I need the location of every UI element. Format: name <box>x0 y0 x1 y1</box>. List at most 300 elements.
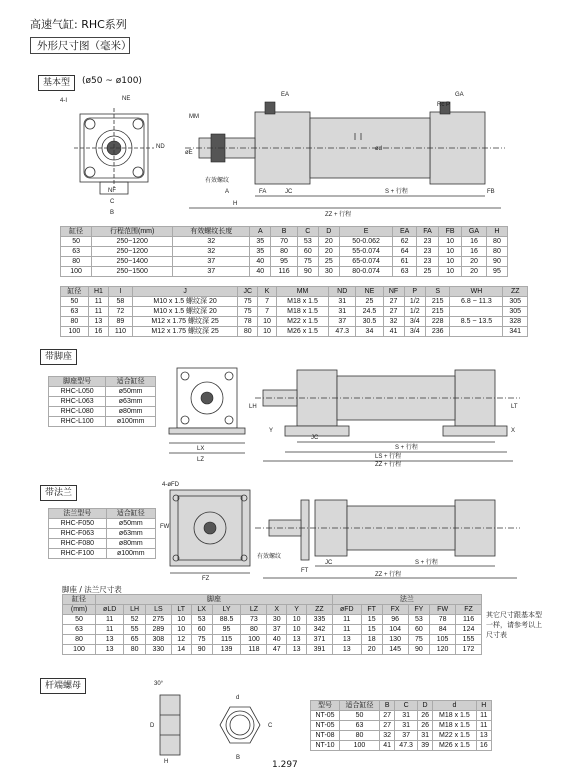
svg-text:H: H <box>233 201 238 207</box>
table-cell: 39 <box>417 741 432 751</box>
table-cell: 335 <box>307 615 333 625</box>
table-cell: 10 <box>287 615 307 625</box>
table-row <box>311 731 492 741</box>
table-cell: 75 <box>238 307 258 317</box>
table-cell: RHC-L080 <box>49 407 106 417</box>
table-header-cell: 行程范围(mm) <box>92 227 173 237</box>
table-cell: 80 <box>124 645 146 655</box>
table-cell: 14 <box>171 645 191 655</box>
table-cell: 20 <box>318 247 339 257</box>
table-cell: ø80mm <box>106 407 156 417</box>
table-cell: 328 <box>503 317 528 327</box>
table-cell: 391 <box>307 645 333 655</box>
table-header-cell: øFD <box>332 605 361 615</box>
flange-front-view <box>160 478 260 583</box>
table-cell: 75 <box>191 635 212 645</box>
table-cell: 118 <box>241 645 267 655</box>
table-header-cell: FZ <box>456 605 482 615</box>
table-cell: 13 <box>332 635 361 645</box>
table-cell: 61 <box>393 257 417 267</box>
table-header-cell: d <box>433 701 476 711</box>
table-header-cell: X <box>267 605 287 615</box>
table-cell: 23 <box>416 237 438 247</box>
table-cell: 172 <box>456 645 482 655</box>
table-cell: M22 x 1.5 <box>276 317 328 327</box>
table-header-cell: B <box>271 227 298 237</box>
table-cell: 41 <box>379 741 394 751</box>
table-cell: 50 <box>340 711 380 721</box>
table-cell: 31 <box>395 721 417 731</box>
table-row <box>61 327 528 337</box>
table-cell: RHC-F063 <box>49 529 107 539</box>
svg-text:d: d <box>236 695 240 701</box>
table-header-cell: LY <box>212 605 241 615</box>
table-cell: 50 <box>61 297 89 307</box>
table-header-cell: I <box>109 287 133 297</box>
table-cell: 63 <box>61 307 89 317</box>
table-header-cell: A <box>250 227 271 237</box>
table-cell: 55-0.074 <box>339 247 393 257</box>
table-flange-models <box>48 508 156 559</box>
table-cell: 37 <box>329 317 356 327</box>
table-cell: 32 <box>383 317 404 327</box>
table-header-cell: D <box>318 227 339 237</box>
table-cell: 80 <box>340 731 380 741</box>
table-cell: 215 <box>426 307 450 317</box>
table-row <box>61 297 528 307</box>
table-cell: 13 <box>287 635 307 645</box>
table-cell: 89 <box>109 317 133 327</box>
table-cell: 95 <box>271 257 298 267</box>
table-cell: 16 <box>88 327 108 337</box>
table-cell: 16 <box>462 237 487 247</box>
svg-text:FA: FA <box>259 189 267 195</box>
table-cell: 10 <box>171 625 191 635</box>
table-cell: 50 <box>63 615 96 625</box>
table-cell: 37 <box>173 257 250 267</box>
table-header-cell: FA <box>416 227 438 237</box>
table-row <box>49 519 156 529</box>
table-row <box>61 247 508 257</box>
table-cell: 100 <box>340 741 380 751</box>
svg-text:4-øFD: 4-øFD <box>162 482 179 488</box>
table-cell: 12 <box>171 635 191 645</box>
table-cell: 78 <box>430 615 456 625</box>
table-header-cell: C <box>297 227 318 237</box>
table-cell: 10 <box>439 257 462 267</box>
svg-text:JC: JC <box>325 560 333 566</box>
table-cell: M10 x 1.5 螺纹深 20 <box>132 307 238 317</box>
table-header-cell: FY <box>408 605 430 615</box>
table-cell: RHC-L050 <box>49 387 106 397</box>
table-cell: M18 x 1.5 <box>433 721 476 731</box>
svg-text:ød: ød <box>375 146 383 152</box>
table-cell: 80 <box>61 317 89 327</box>
table-cell: 305 <box>503 297 528 307</box>
svg-text:EA: EA <box>281 92 290 98</box>
svg-text:FW: FW <box>160 524 170 530</box>
table-cell: 11 <box>476 721 492 731</box>
table-row <box>63 615 482 625</box>
svg-text:ZZ + 行程: ZZ + 行程 <box>375 462 402 468</box>
foot-side-view <box>255 348 550 466</box>
table-cell: NT-05 <box>311 721 340 731</box>
table-header-cell: B <box>379 701 394 711</box>
table-cell: 31 <box>329 307 356 317</box>
table-cell: 116 <box>456 615 482 625</box>
table-cell: 10 <box>439 267 462 277</box>
table-cell: 23 <box>416 257 438 267</box>
table-cell: 330 <box>145 645 171 655</box>
table-cell: ø63mm <box>106 529 155 539</box>
table-header-cell: FX <box>382 605 408 615</box>
table-header-cell: JC <box>238 287 258 297</box>
table-cell: 6.8 ~ 11.3 <box>450 297 503 307</box>
table-header-cell: øLD <box>96 605 124 615</box>
table-cell: 35 <box>250 237 271 247</box>
table-row <box>61 267 508 277</box>
table-header-cell: GA <box>462 227 487 237</box>
table-cell: 13 <box>287 645 307 655</box>
table-header-cell: Y <box>287 605 307 615</box>
table-cell: 70 <box>271 237 298 247</box>
table-cell: 8.5 ~ 13.5 <box>450 317 503 327</box>
svg-text:MM: MM <box>189 114 199 120</box>
table-cell: 80 <box>61 257 92 267</box>
flange-tag: 带法兰 <box>40 485 77 501</box>
table-cell: 15 <box>361 615 382 625</box>
table-cell: 10 <box>171 615 191 625</box>
svg-text:X: X <box>511 428 516 434</box>
table-foot-flange <box>62 594 482 655</box>
table-cell: 105 <box>430 635 456 645</box>
table-header-cell: 缸径 <box>61 287 89 297</box>
table3-note: 其它尺寸跟基本型一样，请参考以上尺寸表 <box>486 611 542 639</box>
t3-group-bore: 缸径 <box>63 595 96 605</box>
table-cell: 30 <box>267 615 287 625</box>
table-cell: ø63mm <box>106 397 156 407</box>
table-header-cell: J <box>132 287 238 297</box>
table-cell: RHC-L100 <box>49 417 106 427</box>
svg-text:FB: FB <box>487 189 495 195</box>
table-cell <box>450 307 503 317</box>
table-cell: 95 <box>212 625 241 635</box>
table-cell: 23 <box>416 247 438 257</box>
table-row <box>49 417 156 427</box>
table-cell: 25 <box>416 267 438 277</box>
table-header-cell: 适合缸径 <box>106 377 156 387</box>
table-cell: 47 <box>267 645 287 655</box>
svg-text:30°: 30° <box>154 681 164 687</box>
svg-text:NE: NE <box>122 96 131 102</box>
table-cell: 41 <box>383 327 404 337</box>
table-header-cell: H <box>476 701 492 711</box>
table-cell: 3/4 <box>404 317 426 327</box>
table-cell: 73 <box>241 615 267 625</box>
table-header-cell: LX <box>191 605 212 615</box>
table-cell: 34 <box>356 327 383 337</box>
flange-side-view <box>255 478 550 583</box>
table-row <box>311 711 492 721</box>
table-cell: 308 <box>145 635 171 645</box>
table-cell: RHC-L063 <box>49 397 106 407</box>
table-cell: 15 <box>361 625 382 635</box>
svg-text:S + 行程: S + 行程 <box>415 560 438 566</box>
table-cell: 31 <box>329 297 356 307</box>
svg-text:øE: øE <box>185 150 193 156</box>
table-cell: 95 <box>486 267 507 277</box>
table-cell: 115 <box>212 635 241 645</box>
table-cell: 10 <box>258 317 277 327</box>
table-cell: 11 <box>88 307 108 317</box>
table-cell: 24.5 <box>356 307 383 317</box>
table-cell: M18 x 1.5 <box>276 297 328 307</box>
svg-text:LX: LX <box>197 446 205 452</box>
table-cell: 60 <box>191 625 212 635</box>
table-cell: 88.5 <box>212 615 241 625</box>
nut-drawing <box>150 675 300 765</box>
table-cell: M26 x 1.5 <box>276 327 328 337</box>
svg-text:C: C <box>110 199 115 205</box>
basic-side-view <box>185 88 515 218</box>
table-cell: 25 <box>356 297 383 307</box>
table-cell: 53 <box>408 615 430 625</box>
table-cell: 27 <box>383 297 404 307</box>
table-cell: 40 <box>250 257 271 267</box>
svg-text:S + 行程: S + 行程 <box>395 445 418 451</box>
table-cell: ø50mm <box>106 387 156 397</box>
table-cell: 120 <box>430 645 456 655</box>
table-cell: 13 <box>476 731 492 741</box>
table-cell: M10 x 1.5 螺纹深 20 <box>132 297 238 307</box>
table-cell: 13 <box>332 645 361 655</box>
foot-tag: 带脚座 <box>40 349 77 365</box>
table-header-cell: LZ <box>241 605 267 615</box>
table-cell: 100 <box>241 635 267 645</box>
table-cell: NT-10 <box>311 741 340 751</box>
table-cell: 80 <box>486 247 507 257</box>
table-cell: 11 <box>332 615 361 625</box>
table-cell: 47.3 <box>329 327 356 337</box>
table-header-cell: 法兰型号 <box>49 509 107 519</box>
table-cell: 16 <box>462 247 487 257</box>
table-cell: 40 <box>250 267 271 277</box>
table-cell: 10 <box>439 247 462 257</box>
table-cell: 11 <box>332 625 361 635</box>
svg-text:JC: JC <box>311 435 319 441</box>
table-cell: 32 <box>173 237 250 247</box>
table-cell: 236 <box>426 327 450 337</box>
table-cell: 32 <box>379 731 394 741</box>
svg-text:D: D <box>150 723 155 729</box>
table-cell: 90 <box>191 645 212 655</box>
table-cell: 20 <box>318 237 339 247</box>
table-cell: 75 <box>297 257 318 267</box>
table-cell: 25 <box>318 257 339 267</box>
table-header-cell: 适合缸径 <box>106 509 155 519</box>
table-cell: M26 x 1.5 <box>433 741 476 751</box>
table-cell: 124 <box>456 625 482 635</box>
table-row <box>61 317 528 327</box>
table-cell: 80 <box>241 625 267 635</box>
svg-text:有效螺纹: 有效螺纹 <box>205 178 230 184</box>
table-cell: 250~1400 <box>92 257 173 267</box>
table-cell: 11 <box>96 615 124 625</box>
table-cell: 250~1200 <box>92 237 173 247</box>
table-cell: 63 <box>393 267 417 277</box>
table-cell: 80 <box>486 237 507 247</box>
table-cell: 13 <box>96 645 124 655</box>
table-cell: M18 x 1.5 <box>276 307 328 317</box>
table-row <box>49 397 156 407</box>
table-cell: 50 <box>61 237 92 247</box>
svg-text:FZ: FZ <box>202 576 210 582</box>
table-row <box>61 257 508 267</box>
table-cell: 47.3 <box>395 741 417 751</box>
table-cell: 90 <box>486 257 507 267</box>
table-header-cell: LS <box>145 605 171 615</box>
table-cell: 13 <box>96 635 124 645</box>
table-header-cell: S <box>426 287 450 297</box>
table-header-cell: 型号 <box>311 701 340 711</box>
basic-range: (ø50 ~ ø100) <box>82 76 142 86</box>
table-cell: 20 <box>462 267 487 277</box>
t3-group-flange: 法兰 <box>332 595 481 605</box>
table-cell: 155 <box>456 635 482 645</box>
table-cell: 64 <box>393 247 417 257</box>
table-cell: 342 <box>307 625 333 635</box>
table-cell: 96 <box>382 615 408 625</box>
table-cell: 215 <box>426 297 450 307</box>
table-cell: 20 <box>361 645 382 655</box>
table-cell: ø100mm <box>106 417 156 427</box>
table-header-cell: NE <box>356 287 383 297</box>
table-cell: 80-0.074 <box>339 267 393 277</box>
table-cell: M12 x 1.75 螺纹深 25 <box>132 317 238 327</box>
table-cell: 55 <box>124 625 146 635</box>
table-row <box>311 721 492 731</box>
table-cell: NT-08 <box>311 731 340 741</box>
table-cell <box>450 327 503 337</box>
svg-text:ND: ND <box>156 144 165 150</box>
table-cell: 11 <box>88 297 108 307</box>
table-basic-2 <box>60 286 528 337</box>
table3-title: 脚座 / 法兰尺寸表 <box>62 585 122 594</box>
table-cell: 16 <box>476 741 492 751</box>
table-header-cell: FB <box>439 227 462 237</box>
table-header-cell: H <box>486 227 507 237</box>
table-row <box>49 549 156 559</box>
table-row <box>49 539 156 549</box>
table-cell: ø50mm <box>106 519 155 529</box>
table-cell: NT-05 <box>311 711 340 721</box>
table-cell: 110 <box>109 327 133 337</box>
svg-text:LH: LH <box>249 404 257 410</box>
table-cell: 11 <box>476 711 492 721</box>
table-cell: 145 <box>382 645 408 655</box>
t3-group-foot: 脚座 <box>96 595 333 605</box>
table-row <box>63 635 482 645</box>
table-header-cell: E <box>339 227 393 237</box>
nut-tag: 杆端螺母 <box>40 678 86 694</box>
svg-text:ZZ + 行程: ZZ + 行程 <box>325 212 352 218</box>
table-cell: 228 <box>426 317 450 327</box>
table-foot-models <box>48 376 156 427</box>
svg-text:有效螺纹: 有效螺纹 <box>257 554 282 560</box>
table-cell: 27 <box>379 711 394 721</box>
svg-text:GA: GA <box>455 92 464 98</box>
table-cell: 250~1500 <box>92 267 173 277</box>
table-cell: 100 <box>61 327 89 337</box>
svg-text:JC: JC <box>285 189 293 195</box>
table-cell: 275 <box>145 615 171 625</box>
table-header-cell: 脚座型号 <box>49 377 106 387</box>
table-header-cell: 有效螺纹长度 <box>173 227 250 237</box>
table-row <box>63 645 482 655</box>
table-cell: 100 <box>63 645 96 655</box>
table-cell: ø80mm <box>106 539 155 549</box>
table-header-cell: 适合缸径 <box>340 701 380 711</box>
svg-text:H: H <box>164 759 169 765</box>
svg-text:LZ: LZ <box>197 457 205 463</box>
table-cell: 37 <box>395 731 417 741</box>
table-cell: 37 <box>173 267 250 277</box>
table-header-cell: LH <box>124 605 146 615</box>
table-header-cell: NF <box>383 287 404 297</box>
table-cell: 7 <box>258 307 277 317</box>
table-cell: 30.5 <box>356 317 383 327</box>
page-title: 高速气缸: RHC系列 <box>30 18 127 31</box>
table-cell: 18 <box>361 635 382 645</box>
svg-text:Y: Y <box>269 428 274 434</box>
table-cell: 104 <box>382 625 408 635</box>
table-cell: 63 <box>61 247 92 257</box>
table-row <box>311 741 492 751</box>
table-header-cell: ZZ <box>503 287 528 297</box>
svg-text:B: B <box>236 755 241 761</box>
table-cell: 3/4 <box>404 327 426 337</box>
table-cell: 53 <box>297 237 318 247</box>
table-cell: 7 <box>258 297 277 307</box>
svg-text:LT: LT <box>511 404 518 410</box>
table-cell: 10 <box>439 237 462 247</box>
table-header-cell: K <box>258 287 277 297</box>
table-header-cell: ZZ <box>307 605 333 615</box>
table-row <box>49 387 156 397</box>
table-header-cell: EA <box>393 227 417 237</box>
table-header-cell: D <box>417 701 432 711</box>
table-cell: 78 <box>238 317 258 327</box>
table-basic-1 <box>60 226 508 277</box>
table-cell: 31 <box>395 711 417 721</box>
table-cell: 72 <box>109 307 133 317</box>
table-cell: 80 <box>63 635 96 645</box>
table-cell: 250~1200 <box>92 247 173 257</box>
table-cell: 58 <box>109 297 133 307</box>
page-number: 1.297 <box>272 760 298 770</box>
table-cell: 32 <box>173 247 250 257</box>
table-header-cell: FW <box>430 605 456 615</box>
table-cell: 26 <box>417 721 432 731</box>
table-row <box>49 529 156 539</box>
table-nut <box>310 700 492 751</box>
table-cell: 75 <box>408 635 430 645</box>
basic-tag: 基本型 <box>38 75 75 91</box>
basic-front-view <box>60 88 180 218</box>
table-cell: 11 <box>96 625 124 635</box>
table-cell: M18 x 1.5 <box>433 711 476 721</box>
table-cell: 90 <box>297 267 318 277</box>
